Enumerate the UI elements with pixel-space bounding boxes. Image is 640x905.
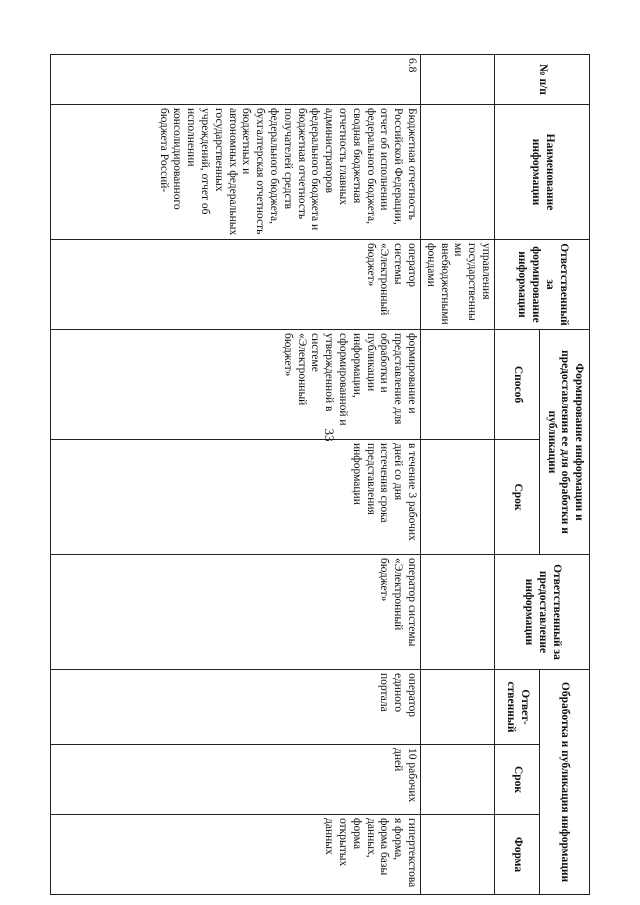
header-deadline: Срок	[495, 440, 540, 555]
header-row-1	[540, 55, 590, 895]
cell-responsible	[421, 670, 495, 745]
header-num: № п/п	[495, 55, 590, 105]
information-table	[50, 54, 590, 895]
cell-pub-deadline: 10 рабочих дней	[51, 745, 421, 815]
header-pub-form: Форма	[495, 815, 540, 895]
cell-responsible: оператор единого портала	[51, 670, 421, 745]
cell-num: 6.8	[51, 55, 421, 105]
cell-resp-form: управления государственными внебюджетными фондами	[421, 240, 495, 330]
cell-pub-form: гипертекстовая форма, форма базы данных, форма открытых данных	[51, 815, 421, 895]
cell-name	[421, 105, 495, 240]
header-resp-provide: Ответственный за предоставление информации	[495, 555, 590, 670]
cell-pub-deadline	[421, 745, 495, 815]
header-responsible: Ответ-ственный	[495, 670, 540, 745]
cell-resp-provide	[421, 555, 495, 670]
cell-num	[421, 55, 495, 105]
header-name: Наименование информации	[495, 105, 590, 240]
rotated-table-wrapper	[50, 54, 590, 894]
cell-method	[421, 330, 495, 440]
table-row	[421, 55, 495, 895]
cell-method: формирование и представление для обработки и публикации информации, сформированной и утвержденной в системе «Электронный бюджет»	[51, 330, 421, 440]
table-row	[51, 55, 421, 895]
cell-resp-form: оператор системы «Электронный бюджет»	[51, 240, 421, 330]
header-group-form: Формирование информации и предоставления ее для обработки и публикации	[540, 330, 590, 555]
cell-deadline: в течение 3 рабочих дней со дня истечения срока представления информации	[51, 440, 421, 555]
cell-name: Бюджетная отчетность Российской Федерации, отчет об исполнении федерального бюджета, сводная бюджетная отчетность главных администраторов федерального бюджета и бюджетная отчетность получателей средств федерального бюджета, бухгалтерская отчетность бюджетных и автономных федеральных государственных учреждений, отчет об исполнении консолидированного бюджета Россий-	[51, 105, 421, 240]
header-pub-deadline: Срок	[495, 745, 540, 815]
header-method: Способ	[495, 330, 540, 440]
cell-resp-provide: оператор системы «Электронный бюджет»	[51, 555, 421, 670]
cell-deadline	[421, 440, 495, 555]
header-group-pub: Обработка и публикация информации	[540, 670, 590, 895]
header-resp-form: Ответственный за формирование информации	[495, 240, 590, 330]
cell-pub-form	[421, 815, 495, 895]
page-number: 33	[322, 428, 337, 442]
